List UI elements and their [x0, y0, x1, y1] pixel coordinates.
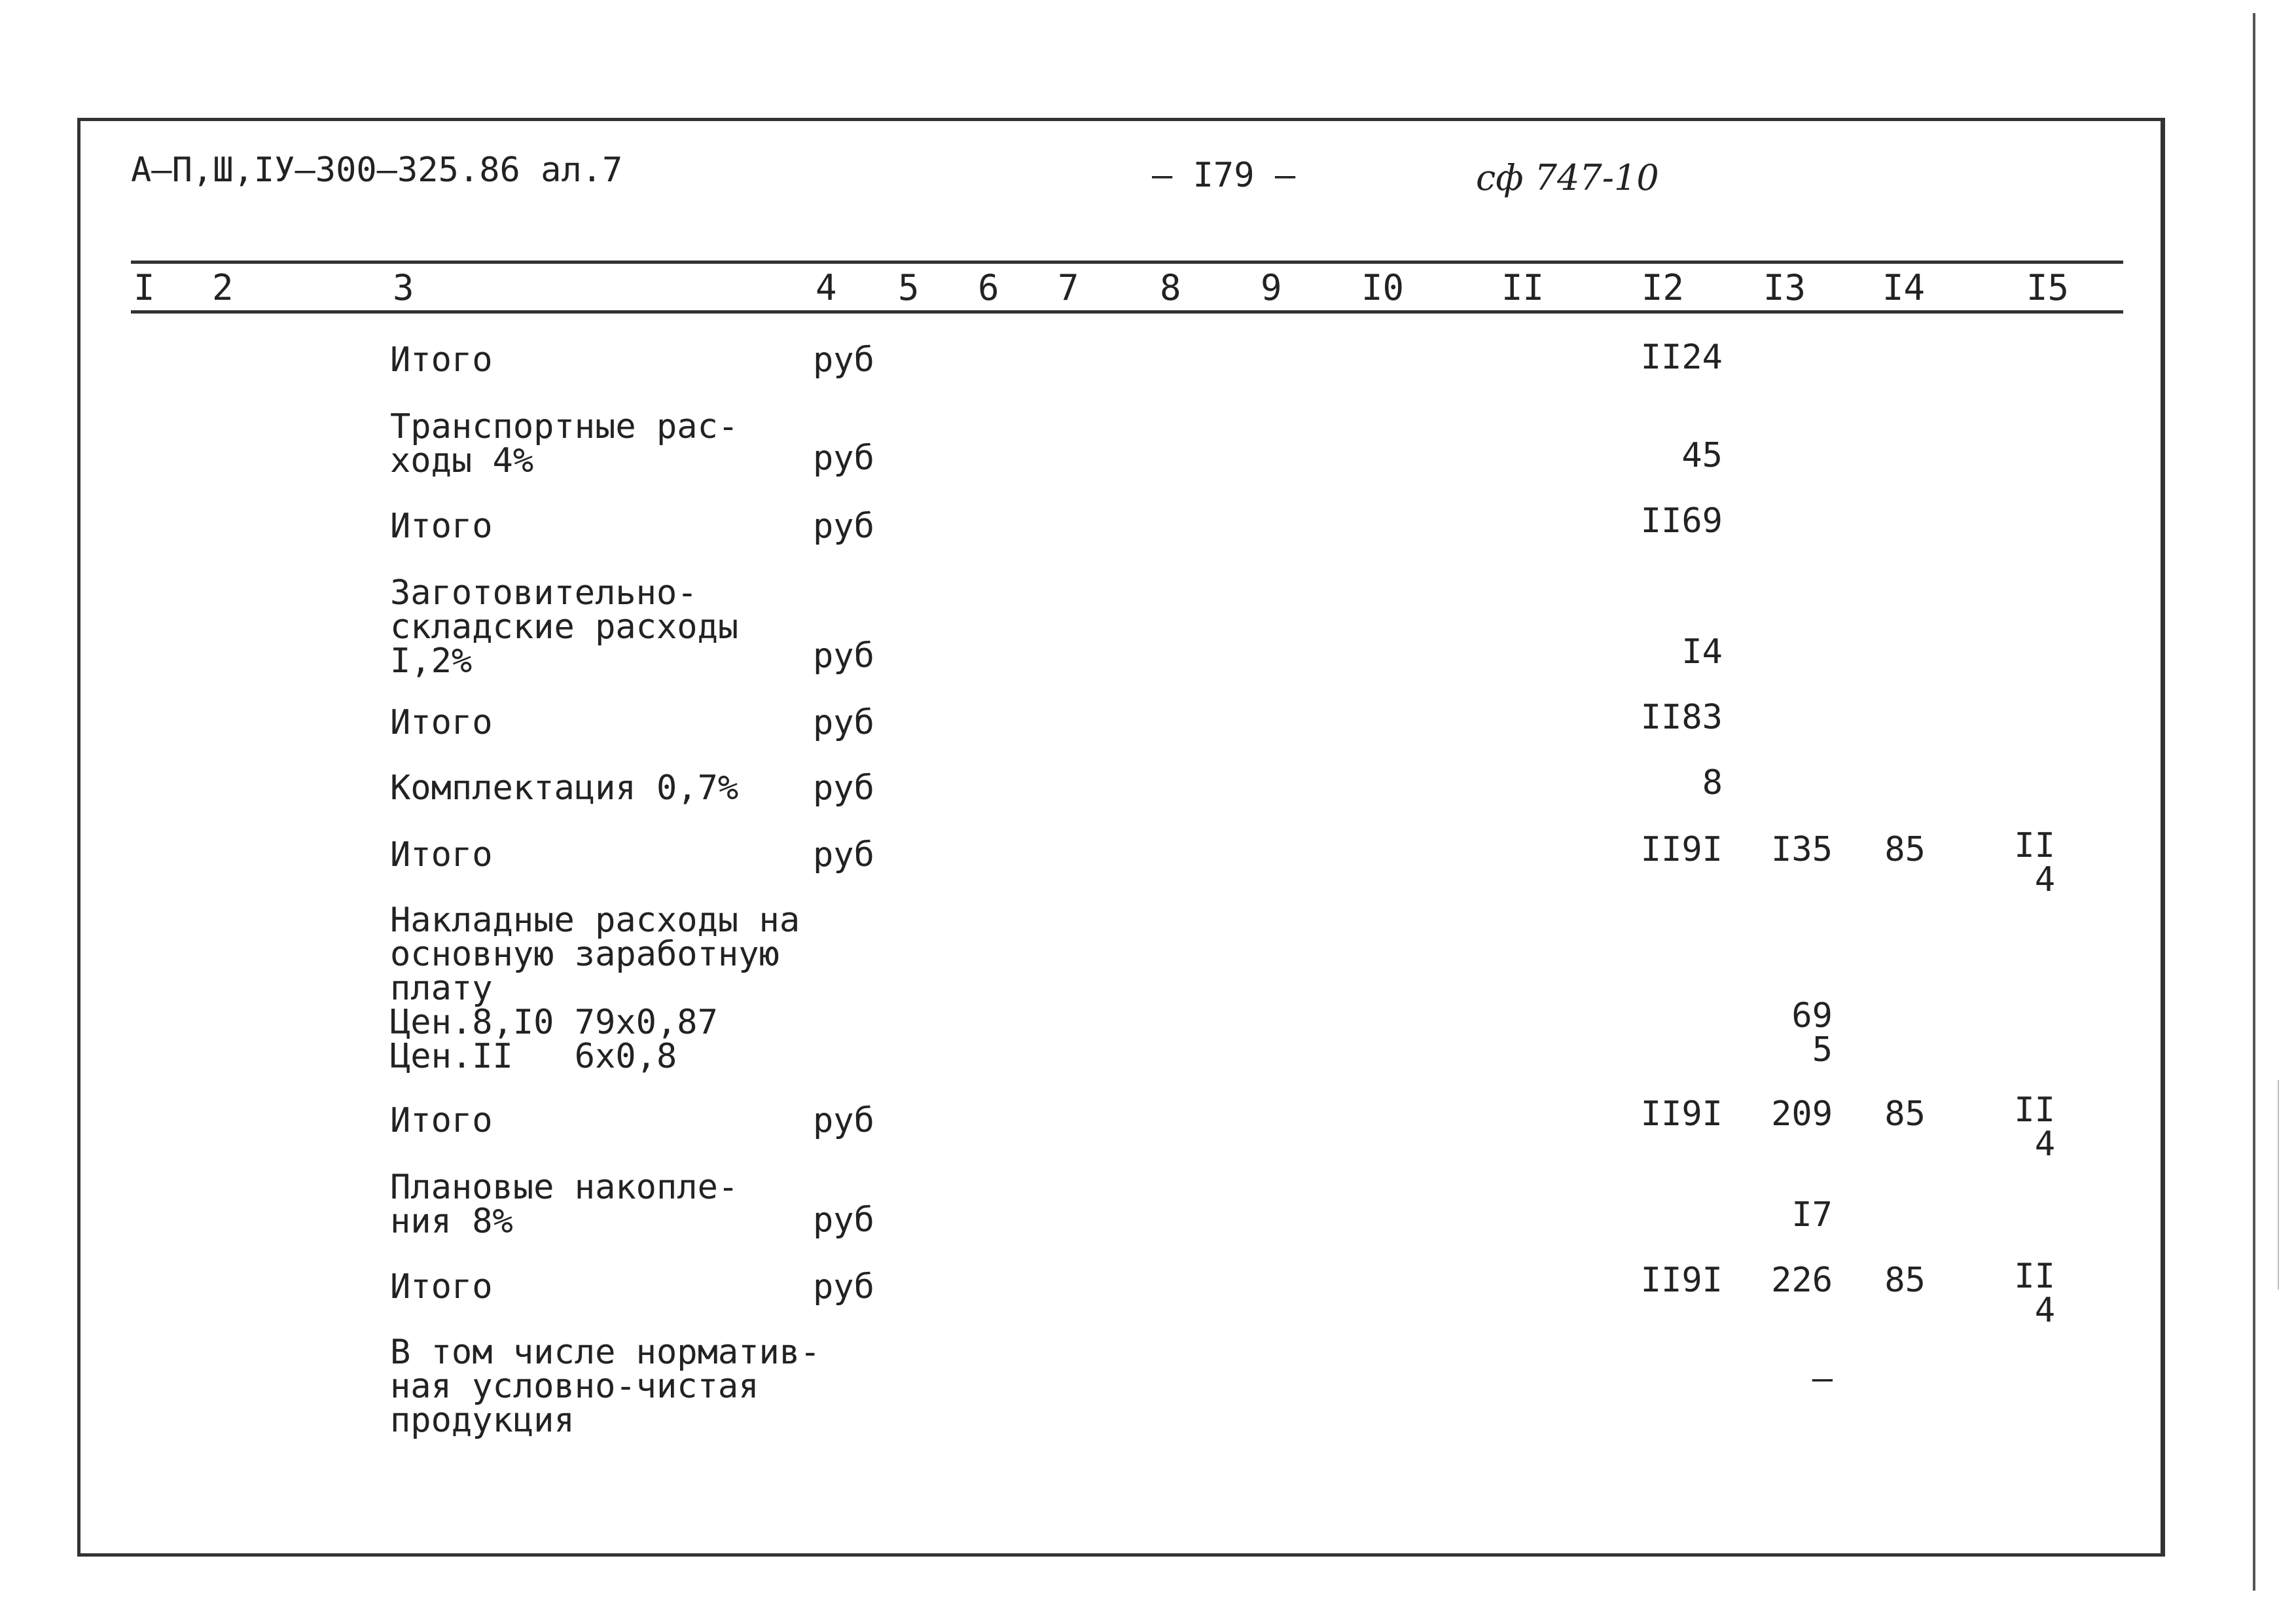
row-label: Итого	[390, 835, 493, 875]
column-number: 7	[1058, 267, 1079, 308]
row-label: Комплектация 0,7%	[390, 768, 739, 808]
row-label: В том числе норматив- ная условно-чистая продукция	[390, 1333, 821, 1440]
value-col15: II 4	[2014, 1091, 2055, 1164]
row-label: Транспортные рас- ходы 4%	[390, 407, 739, 480]
value-col12: II69	[1640, 501, 1723, 541]
column-number: 5	[898, 267, 920, 308]
column-number: I2	[1641, 267, 1685, 308]
column-number: 9	[1261, 267, 1282, 308]
row-label: Итого	[390, 340, 493, 380]
value-col13: 226	[1771, 1261, 1833, 1300]
value-col13: I7	[1791, 1195, 1833, 1235]
value-col12: II9I	[1640, 1261, 1723, 1300]
value-col12: 45	[1681, 436, 1723, 475]
value-col12: II9I	[1640, 1094, 1723, 1134]
row-unit: руб	[813, 1101, 874, 1140]
row-unit: руб	[813, 340, 874, 380]
column-number: 4	[816, 267, 837, 308]
row-unit: руб	[813, 1200, 874, 1240]
row-unit: руб	[813, 1267, 874, 1307]
column-number: 3	[393, 267, 414, 308]
value-col13: 209	[1771, 1094, 1833, 1134]
value-col12: 8	[1702, 763, 1723, 803]
row-unit: руб	[813, 636, 874, 676]
row-label: Итого	[390, 703, 493, 742]
value-col13: I35	[1771, 830, 1833, 869]
column-number: I4	[1882, 267, 1926, 308]
value-col14: 85	[1884, 830, 1926, 869]
row-label: Итого	[390, 1101, 493, 1140]
row-label: Накладные расходы на основную заработную плату Цен.8,I0 79х0,87 Цен.II 6х0,8	[390, 901, 800, 1076]
scan-edge-line	[2253, 13, 2255, 1591]
value-col15: II 4	[2014, 826, 2055, 899]
row-unit: руб	[813, 507, 874, 546]
column-number: II	[1501, 267, 1545, 308]
column-number: 6	[978, 267, 999, 308]
row-label: Плановые накопле- ния 8%	[390, 1168, 739, 1241]
column-number: I0	[1361, 267, 1405, 308]
header-bottom-rule	[131, 310, 2123, 314]
row-label: Заготовительно- складские расходы I,2%	[390, 573, 739, 681]
document-code: А–П,Ш,IУ–300–325.86 ал.7	[131, 151, 623, 190]
scan-faint-line	[2278, 1080, 2279, 1290]
row-unit: руб	[813, 439, 874, 478]
value-col15: II 4	[2014, 1257, 2055, 1330]
header-top-rule	[131, 261, 2123, 264]
column-number: 2	[212, 267, 234, 308]
column-number: I5	[2026, 267, 2070, 308]
row-unit: руб	[813, 835, 874, 875]
value-col12: II24	[1640, 338, 1723, 377]
value-col13: –	[1812, 1359, 1833, 1398]
handwritten-reference: сф 747-10	[1476, 157, 1659, 198]
column-number: I3	[1763, 267, 1806, 308]
value-col14: 85	[1884, 1261, 1926, 1300]
column-number: I	[134, 267, 155, 308]
row-unit: руб	[813, 768, 874, 808]
row-unit: руб	[813, 703, 874, 742]
page-number: – I79 –	[1152, 156, 1296, 195]
row-label: Итого	[390, 1267, 493, 1307]
value-col12: II9I	[1640, 830, 1723, 869]
column-number: 8	[1160, 267, 1181, 308]
value-col12: I4	[1681, 632, 1723, 672]
value-col12: II83	[1640, 698, 1723, 737]
row-label: Итого	[390, 507, 493, 546]
value-col14: 85	[1884, 1094, 1926, 1134]
value-col13: 69 5	[1791, 996, 1833, 1070]
